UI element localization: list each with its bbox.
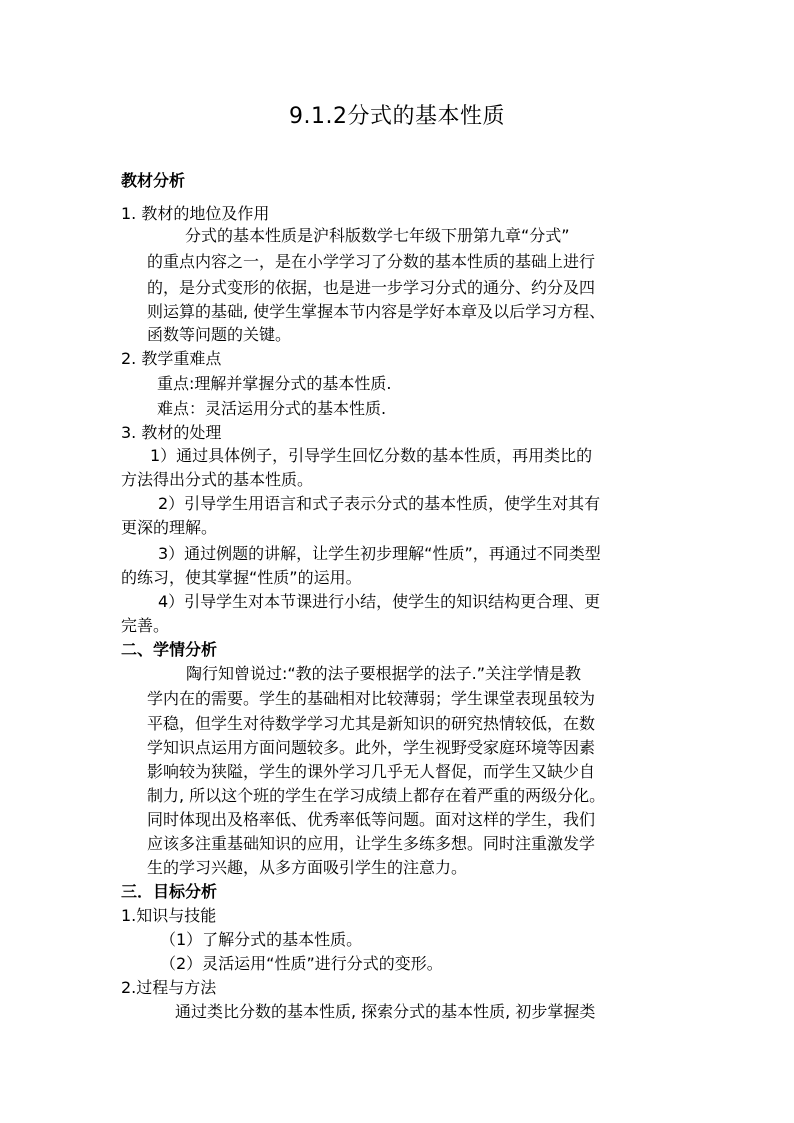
- list-item-line: 1）通过具体例子，引导学生回忆分数的基本性质，再用类比的: [150, 446, 593, 465]
- paragraph-line: 生的学习兴趣，从多方面吸引学生的注意力。: [147, 858, 468, 877]
- subheading-position-role: 1. 教材的地位及作用: [121, 204, 270, 223]
- paragraph-line: 同时体现出及格率低、优秀率低等问题。面对这样的学生，我们: [147, 810, 596, 829]
- subheading-process-method: 2.过程与方法: [121, 978, 217, 997]
- paragraph-line: 的重点内容之一，是在小学学习了分数的基本性质的基础上进行: [147, 252, 596, 271]
- list-item-line: 3）通过例题的讲解，让学生初步理解“性质”，再通过不同类型: [158, 544, 601, 563]
- paragraph-line: 制力, 所以这个班的学生在学习成绩上都存在着严重的两级分化。: [147, 786, 606, 805]
- list-item-line: 的练习，使其掌握“性质”的运用。: [121, 568, 362, 587]
- paragraph-line: 影响较为狭隘，学生的课外学习几乎无人督促，而学生又缺少自: [147, 762, 596, 781]
- paragraph-line: 的，是分式变形的依据，也是进一步学习分式的通分、约分及四: [147, 278, 596, 297]
- list-item-line: 2）引导学生用语言和式子表示分式的基本性质，使学生对其有: [158, 494, 601, 513]
- subheading-material-processing: 3. 教材的处理: [121, 423, 222, 442]
- paragraph-line: 学知识点运用方面问题较多。此外，学生视野受家庭环境等因素: [147, 738, 596, 757]
- difficulty-text: 难点：灵活运用分式的基本性质.: [157, 399, 387, 418]
- subheading-knowledge-skills: 1.知识与技能: [121, 906, 217, 925]
- page-title: 9.1.2分式的基本性质: [289, 104, 505, 129]
- objective-item: （2）灵活运用“性质”进行分式的变形。: [160, 954, 443, 973]
- list-item-line: 更深的理解。: [121, 518, 218, 537]
- paragraph-line: 平稳，但学生对待数学学习尤其是新知识的研究热情较低，在数: [147, 714, 596, 733]
- key-point-text: 重点:理解并掌握分式的基本性质.: [157, 374, 392, 393]
- paragraph-line: 陶行知曾说过:“教的法子要根据学的法子.”关注学情是教: [186, 664, 582, 683]
- section-heading-material-analysis: 教材分析: [121, 171, 186, 190]
- subheading-key-difficult-points: 2. 教学重难点: [121, 349, 222, 368]
- paragraph-line: 函数等问题的关键。: [147, 325, 292, 344]
- section-heading-learner-analysis: 二、学情分析: [121, 640, 218, 659]
- section-heading-objective-analysis: 三．目标分析: [121, 882, 218, 901]
- list-item-line: 4）引导学生对本节课进行小结，使学生的知识结构更合理、更: [158, 592, 601, 611]
- paragraph-line: 学内在的需要。学生的基础相对比较薄弱；学生课堂表现虽较为: [147, 689, 596, 708]
- paragraph-line: 分式的基本性质是沪科版数学七年级下册第九章“分式”: [185, 226, 570, 245]
- paragraph-line: 应该多注重基础知识的应用，让学生多练多想。同时注重激发学: [147, 834, 596, 853]
- objective-item: （1）了解分式的基本性质。: [160, 930, 363, 949]
- paragraph-line: 则运算的基础, 使学生掌握本节内容是学好本章及以后学习方程、: [147, 302, 606, 321]
- list-item-line: 完善。: [121, 616, 170, 635]
- list-item-line: 方法得出分式的基本性质。: [121, 470, 314, 489]
- paragraph-line: 通过类比分数的基本性质, 探索分式的基本性质, 初步掌握类: [175, 1002, 596, 1021]
